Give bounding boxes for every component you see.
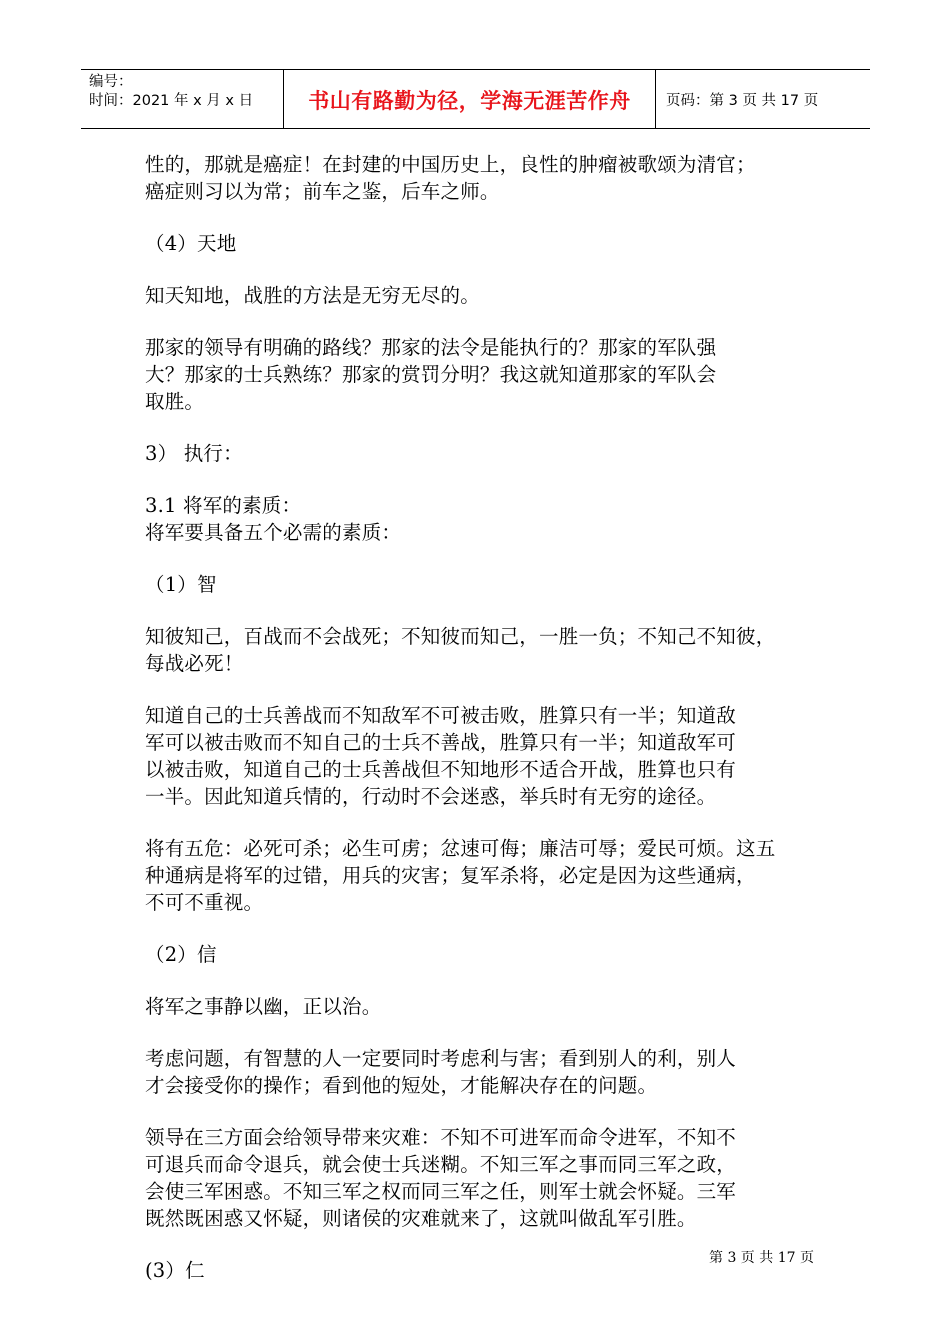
paragraph-gap [145,810,810,835]
paragraph [145,941,810,968]
document-number: 编号： [89,74,133,90]
text-line: 才会接受你的操作；看到他的短处，才能解决存在的问题。 [145,1074,658,1097]
text-line: 不可不重视。 [145,891,264,914]
paragraph-gap [145,205,810,230]
paragraph [145,571,810,598]
paragraph [145,1045,810,1099]
text-line: 一半。因此知道兵情的，行动时不会迷惑，举兵时有无穷的途径。 [145,785,717,808]
paragraph [145,334,810,415]
text-line: 知彼知己，百战而不会战死；不知彼而知己，一胜一负；不知己不知彼， [145,625,776,648]
paragraph-gap [145,309,810,334]
paragraph-gap [145,546,810,571]
page-footer: 第 3 页 共 17 页 [709,1250,814,1266]
paragraph [145,230,810,257]
paragraph-gap [145,916,810,941]
text-line: 种通病是将军的过错，用兵的灾害；复军杀将，必定是因为这些通病， [145,864,756,887]
text-line: 大？那家的士兵熟练？那家的赏罚分明？我这就知道那家的军队会 [145,363,717,386]
page-header [81,69,870,129]
text-line: 取胜。 [145,390,205,413]
paragraph [145,702,810,810]
document-body [145,151,810,1284]
paragraph-gap [145,1099,810,1124]
paragraph-gap [145,257,810,282]
text-line: 可退兵而命令退兵，就会使士兵迷糊。不知三军之事而同三军之政， [145,1153,737,1176]
paragraph-gap [145,677,810,702]
text-line: 考虑问题，有智慧的人一定要同时考虑利与害；看到别人的利，别人 [145,1047,737,1070]
paragraph-gap [145,467,810,492]
text-line: 将军要具备五个必需的素质： [145,521,402,544]
text-line: （4）天地 [145,232,237,255]
paragraph [145,151,810,205]
text-line: 知道自己的士兵善战而不知敌军不可被击败，胜算只有一半；知道敌 [145,704,737,727]
text-line: 将有五危：必死可杀；必生可虏；忿速可侮；廉洁可辱；爱民可烦。这五 [145,837,776,860]
text-line: 性的，那就是癌症！在封建的中国历史上，良性的肿瘤被歌颂为清官； [145,153,756,176]
paragraph-gap [145,598,810,623]
text-line: 那家的领导有明确的路线？那家的法令是能执行的？那家的军队强 [145,336,717,359]
text-line: 将军之事静以幽，正以治。 [145,995,382,1018]
paragraph [145,623,810,677]
text-line: 癌症则习以为常；前车之鉴，后车之师。 [145,180,500,203]
text-line: 每战必死！ [145,652,244,675]
text-line: 领导在三方面会给领导带来灾难：不知不可进军而命令进军，不知不 [145,1126,737,1149]
text-line: 3） 执行： [145,442,243,465]
text-line: 3.1 将军的素质： [145,494,302,517]
text-line: 知天知地，战胜的方法是无穷无尽的。 [145,284,480,307]
paragraph-gap [145,415,810,440]
paragraph [145,835,810,916]
document-date: 时间：2021 年 x 月 x 日 [89,93,254,109]
text-line: （1）智 [145,573,217,596]
paragraph [145,993,810,1020]
paragraph-gap [145,1020,810,1045]
text-line: 以被击败，知道自己的士兵善战但不知地形不适合开战，胜算也只有 [145,758,737,781]
text-line: 会使三军困惑。不知三军之权而同三军之任，则军士就会怀疑。三军 [145,1180,737,1203]
text-line: （2）信 [145,943,217,966]
paragraph [145,1124,810,1232]
paragraph [145,440,810,467]
text-line: 既然既困惑又怀疑，则诸侯的灾难就来了，这就叫做乱军引胜。 [145,1207,697,1230]
paragraph-gap [145,968,810,993]
header-meta-cell [81,70,284,128]
header-motto: 书山有路勤为径，学海无涯苦作舟 [284,70,656,128]
paragraph [145,282,810,309]
text-line: (3）仁 [145,1259,205,1282]
paragraph [145,492,810,546]
text-line: 军可以被击败而不知自己的士兵不善战，胜算只有一半；知道敌军可 [145,731,737,754]
header-page-number: 页码：第 3 页 共 17 页 [666,92,819,109]
